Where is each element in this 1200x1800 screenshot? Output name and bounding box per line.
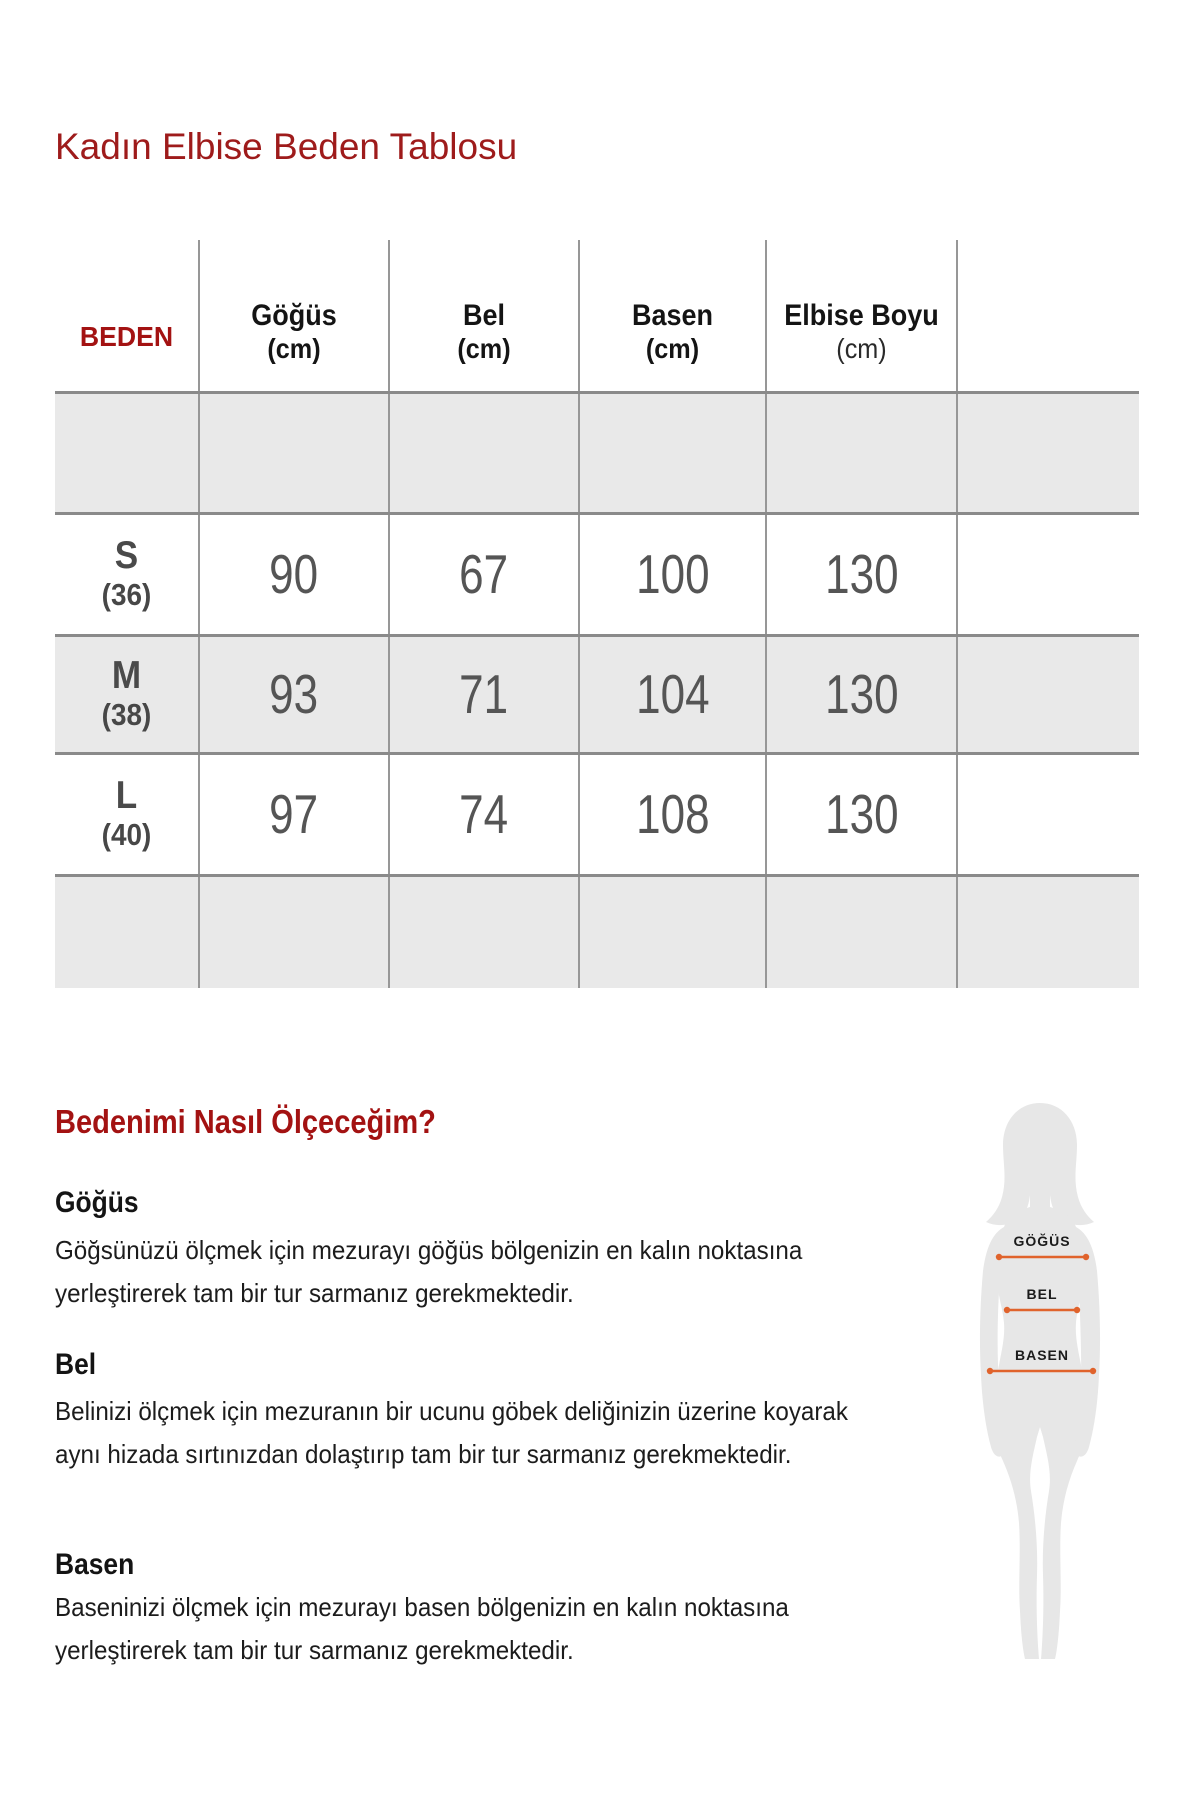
table-row-s: [55, 513, 1139, 635]
gogus-value: 93: [199, 635, 389, 753]
bel-value: 74: [389, 753, 579, 875]
section-title-bel: Bel: [55, 1348, 97, 1381]
chest-measure-label: GÖĞÜS: [1013, 1233, 1071, 1249]
size-table: [55, 240, 1139, 988]
section-text-gogus: Göğsünüzü ölçmek için mezurayı göğüs bölgenizin en kalın noktasına yerleştirerek tam bir tur sarmanız gerekmektedir.: [55, 1235, 803, 1308]
basen-value: 104: [579, 635, 766, 753]
section-text-bel: Belinizi ölçmek için mezuranın bir ucunu göbek deliğinizin üzerine koyarak aynı hizada sırtınızdan dolaştırıp tam bir tur sarmanız gerekmektedir.: [55, 1396, 848, 1469]
empty-cell: [766, 875, 957, 988]
bel-value: 67: [389, 513, 579, 635]
gogus-value: 97: [199, 753, 389, 875]
empty-cell: [957, 753, 1139, 875]
empty-cell: [55, 392, 199, 513]
spacer-row: [55, 392, 1139, 513]
empty-cell: [389, 875, 579, 988]
empty-cell: [55, 875, 199, 988]
size-cell: M (38): [55, 635, 199, 753]
column-header-bel: Bel (cm): [389, 240, 579, 392]
column-header-elbise-boyu: Elbise Boyu (cm): [766, 240, 957, 392]
spacer-row: [55, 875, 1139, 988]
table-row-l: [55, 753, 1139, 875]
silhouette-right-arm: [1074, 1227, 1100, 1457]
empty-cell: [957, 635, 1139, 753]
gogus-value: 90: [199, 513, 389, 635]
section-text-basen: Baseninizi ölçmek için mezurayı basen bölgenizin en kalın noktasına yerleştirerek tam bir tur sarmanız gerekmektedir.: [55, 1592, 789, 1665]
measure-guide-heading: Bedenimi Nasıl Ölçeceğim?: [55, 1103, 436, 1140]
empty-cell: [579, 392, 766, 513]
elbise-boyu-value: 130: [766, 513, 957, 635]
table-row-m: [55, 635, 1139, 753]
elbise-boyu-value: 130: [766, 635, 957, 753]
column-header-empty: [957, 240, 1139, 392]
female-silhouette-diagram: [950, 1075, 1130, 1675]
empty-cell: [199, 392, 389, 513]
basen-value: 100: [579, 513, 766, 635]
empty-cell: [389, 392, 579, 513]
table-header-row: [55, 240, 1139, 392]
basen-value: 108: [579, 753, 766, 875]
section-title-gogus: Göğüs: [55, 1186, 139, 1219]
female-silhouette: [980, 1103, 1100, 1659]
page-title: Kadın Elbise Beden Tablosu: [55, 126, 518, 167]
bel-value: 71: [389, 635, 579, 753]
column-header-beden: [55, 240, 199, 392]
empty-cell: [579, 875, 766, 988]
body-measurement-figure: [950, 1075, 1130, 1675]
waist-measure-label: BEL: [1026, 1286, 1058, 1302]
empty-cell: [199, 875, 389, 988]
empty-cell: [957, 513, 1139, 635]
size-cell: L (40): [55, 753, 199, 875]
section-title-basen: Basen: [55, 1548, 135, 1581]
elbise-boyu-value: 130: [766, 753, 957, 875]
column-header-gogus: Göğüs (cm): [199, 240, 389, 392]
empty-cell: [766, 392, 957, 513]
beden-label: BEDEN: [79, 320, 174, 352]
empty-cell: [957, 392, 1139, 513]
size-cell: S (36): [55, 513, 199, 635]
empty-cell: [957, 875, 1139, 988]
hip-measure-label: BASEN: [1014, 1347, 1070, 1363]
column-header-basen: Basen (cm): [579, 240, 766, 392]
